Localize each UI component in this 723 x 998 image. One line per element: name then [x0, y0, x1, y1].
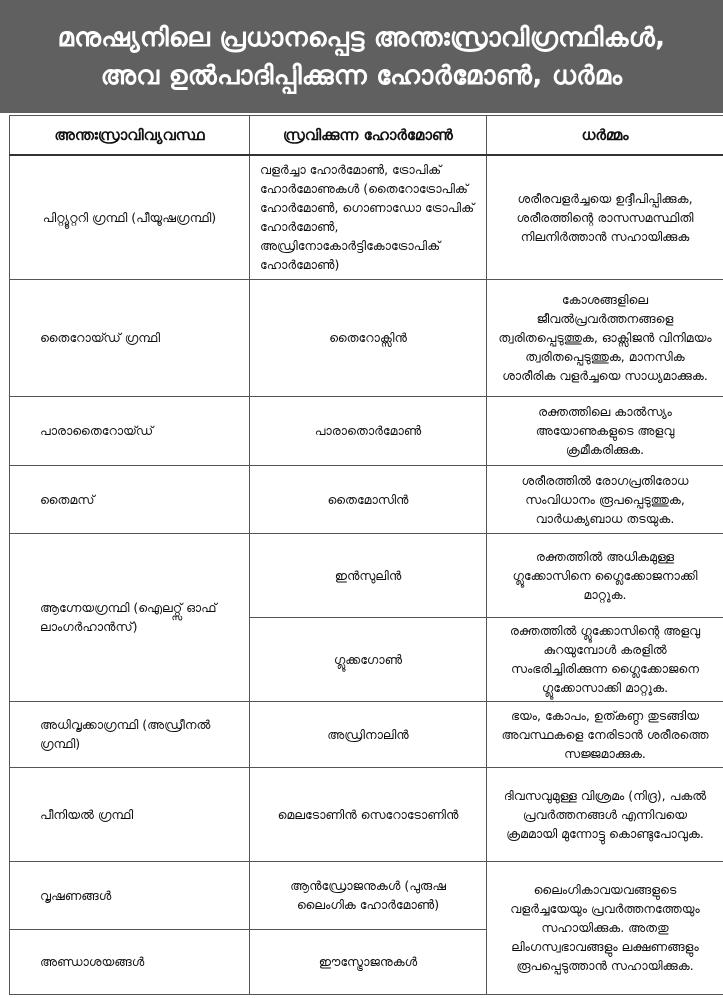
endocrine-table — [9, 115, 723, 995]
hormone-cell: വളർച്ചാ ഹോർമോൺ, ട്രോപിക് ഹോർമോണുകൾ (തൈറോട്രോപിക് ഹോർമോൺ, ഗൊണാഡോ ട്രോപിക് ഹോർമോൺ, അഡ്രിനോകോർട്ടികോട്രോപിക് ഹോർമോൺ) — [250, 155, 487, 279]
hormone-cell: ഗ്ലൂക്കഗോൺ — [250, 617, 487, 701]
title-line-1: മനുഷ്യനിലെ പ്രധാനപ്പെട്ട അന്തഃസ്രാവിഗ്രന്ഥികൾ, — [57, 22, 666, 53]
function-cell: രക്തത്തിൽ ഗ്ലൂക്കോസിന്റെ അളവു കുറയുമ്പോൾ കരളിൽ സംഭരിച്ചിരിക്കുന്ന ഗ്ലൈക്കോജനെ ഗ്ലൂക്കോസാക്കി മാറ്റുക. — [487, 617, 723, 701]
table-row — [10, 767, 723, 861]
function-cell: ഭയം, കോപം, ഉത്കണ്ഠ തുടങ്ങിയ അവസ്ഥകളെ നേരിടാൻ ശരീരത്തെ സജ്ജമാക്കുക. — [487, 701, 723, 767]
function-cell: ശരീരവളർച്ചയെ ഉദ്ദീപിപ്പിക്കുക, ശരീരത്തിന്റെ രാസസമസ്ഥിതി നിലനിർത്താൻ സഹായിക്കുക — [487, 155, 723, 279]
hormone-cell: മെലടോണിൻ സെറോടോണിൻ — [250, 767, 487, 861]
table-row — [10, 465, 723, 533]
hormone-cell: പാരാതൊർമോൺ — [250, 396, 487, 465]
header-gland: അന്തഃസ്രാവിവ്യവസ്ഥ — [10, 116, 250, 156]
function-cell: രക്തത്തിൽ അധികമുള്ള ഗ്ലൂക്കോസിനെ ഗ്ലൈക്കോജനാക്കി മാറ്റുക. — [487, 533, 723, 617]
hormone-cell: ഇൻസുലിൻ — [250, 533, 487, 617]
gland-cell: ആഗ്നേയഗ്രന്ഥി (ഐലറ്റ്സ് ഓഫ് ലാംഗർഹാൻസ്) — [10, 533, 250, 701]
header-hormone: സ്രവിക്കുന്ന ഹോർമോൺ — [250, 116, 487, 156]
title-line-2: അവ ഉൽപാദിപ്പിക്കുന്ന ഹോർമോൺ, ധർമം — [100, 60, 623, 91]
gland-cell: വൃഷണങ്ങൾ — [10, 861, 250, 929]
header-function: ധർമ്മം — [487, 116, 723, 156]
function-cell: ശരീരത്തിൽ രോഗപ്രതിരോധ സംവിധാനം രൂപപ്പെടുത്തുക, വാർധക്യബാധ തടയുക. — [487, 465, 723, 533]
table-row — [10, 279, 723, 396]
title-banner — [0, 0, 723, 113]
hormone-cell: തൈമോസിൻ — [250, 465, 487, 533]
function-cell: രക്തത്തിലെ കാൽസ്യം അയോണുകളുടെ അളവു ക്രമീകരിക്കുക. — [487, 396, 723, 465]
gland-cell: തൈമസ് — [10, 465, 250, 533]
hormone-cell: ആൻഡ്രോജനുകൾ (പുരുഷ ലൈംഗിക ഹോർമോൺ) — [250, 861, 487, 929]
hormone-cell: തൈറോക്സിൻ — [250, 279, 487, 396]
function-cell: ലൈംഗികാവയവങ്ങളുടെ വളർച്ചയേയും പ്രവർത്തനത്തേയും സഹായിക്കുക. അതതു ലിംഗസ്വഭാവങ്ങളും ലക്ഷണങ്ങളും രൂപപ്പെടുത്താൻ സഹായിക്കുക. — [487, 861, 723, 994]
table-header-row — [10, 116, 723, 156]
table-row — [10, 701, 723, 767]
hormone-cell: അഡ്രിനാലിൻ — [250, 701, 487, 767]
gland-cell: അധിവൃക്കാഗ്രന്ഥി (അഡ്രീനൽ ഗ്രന്ഥി) — [10, 701, 250, 767]
table-row — [10, 396, 723, 465]
function-cell: ദിവസവുമുള്ള വിശ്രമം (നിദ്ര), പകൽ പ്രവർത്തനങ്ങൾ എന്നിവയെ ക്രമമായി മുന്നോട്ടു കൊണ്ടുപോവുക. — [487, 767, 723, 861]
function-cell: കോശങ്ങളിലെ ജീവൽപ്രവർത്തനങ്ങളെ ത്വരിതപ്പെടുത്തുക, ഓക്സിജൻ വിനിമയം ത്വരിതപ്പെടുത്തുക, മാനസിക ശാരീരിക വളർച്ചയെ സാധ്യമാക്കുക. — [487, 279, 723, 396]
gland-cell: അണ്ഡാശയങ്ങൾ — [10, 929, 250, 994]
gland-cell: പിറ്റ്യൂറ്ററി ഗ്രന്ഥി (പീയൂഷഗ്രന്ഥി) — [10, 155, 250, 279]
table-row — [10, 861, 723, 929]
table-row — [10, 155, 723, 279]
gland-cell: പീനിയൽ ഗ്രന്ഥി — [10, 767, 250, 861]
gland-cell: തൈറോയ്ഡ് ഗ്രന്ഥി — [10, 279, 250, 396]
hormone-cell: ഈസ്ട്രോജനുകൾ — [250, 929, 487, 994]
gland-cell: പാരാതൈറോയ്ഡ് — [10, 396, 250, 465]
table-row — [10, 533, 723, 617]
